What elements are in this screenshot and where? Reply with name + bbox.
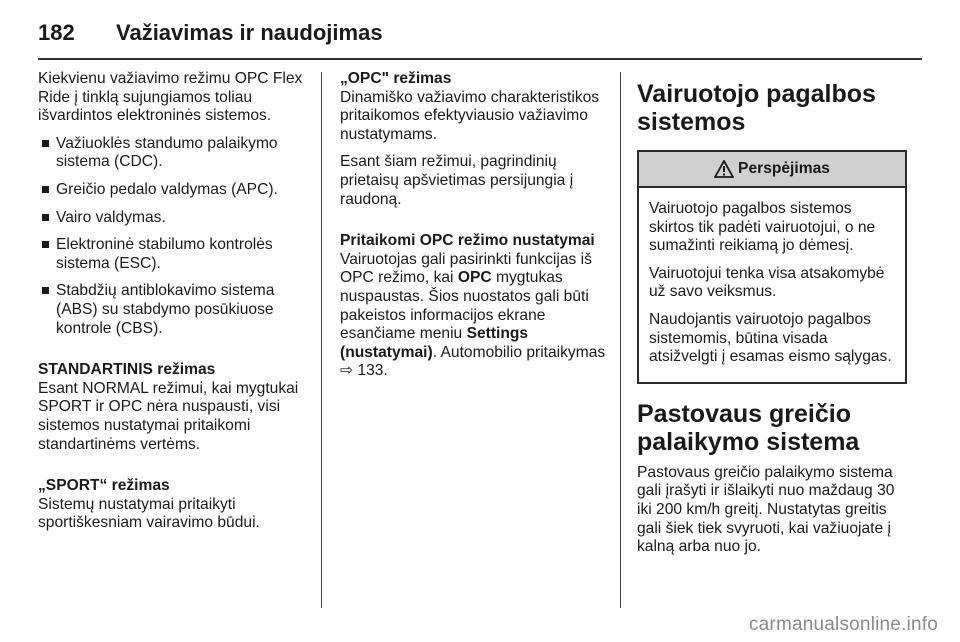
list-item: Stabdžių antiblokavimo sistema (ABS) su stabdymo posūkiuose kontrole (CBS). — [38, 282, 310, 338]
list-item: Važiuoklės standumo palaikymo sistema (CDC). — [38, 135, 310, 172]
opc-settings-heading: Pritaikomi OPC režimo nustatymai — [340, 232, 595, 250]
warning-box — [637, 150, 907, 384]
warning-triangle-icon — [714, 160, 734, 178]
opc-mode-heading: „OPC" režimas — [340, 70, 452, 87]
warning-body — [639, 188, 905, 382]
warning-paragraph: Vairuotojui tenka visa atsakomybė už savo veiksmus. — [649, 264, 885, 301]
settings-menu-ref: Settings (nustatymai) — [340, 325, 529, 361]
bullet-icon — [42, 287, 49, 294]
list-item: Vairo valdymas. — [38, 209, 310, 228]
standard-mode-text: Esant NORMAL režimui, kai mygtukai SPORT ir OPC nėra nuspausti, visi sistemos nustatymai pritaikomi standartinėms vertėms. — [38, 379, 299, 453]
page-number: 182 — [38, 20, 75, 45]
column-divider-1 — [321, 72, 322, 608]
warning-header — [639, 152, 905, 188]
watermark: carmanualsonline.info — [748, 614, 938, 635]
sport-mode-heading: „SPORT“ režimas — [38, 477, 170, 495]
systems-list — [38, 135, 310, 338]
opc-settings-text: Vairuotojas gali pasirinkti funkcijas iš OPC režimo, kai OPC mygtukas nuspaustas. Šios nuostatos gali būti pakeistos informacijos ekrane esančiame meniu Settings (nustatymai). Automobilio pritaikymas ⇨ 133. — [340, 250, 606, 380]
cruise-control-text: Pastovaus greičio palaikymo sistema gali įrašyti ir išlaikyti nuo maždaug 30 iki 200 km/h greitį. Nustatytas greitis gali šiek tiek svyruoti, kai važiuojate į kalną arba nuo jo. — [637, 463, 895, 556]
bullet-icon — [42, 186, 49, 193]
header-divider — [38, 58, 922, 60]
bullet-icon — [42, 140, 49, 147]
page-title: Važiavimas ir naudojimas — [116, 20, 383, 45]
driver-assistance-heading: Vairuotojo pagalbos sistemos — [637, 80, 876, 136]
page-header — [38, 16, 383, 50]
standard-mode-heading: STANDARTINIS režimas — [38, 361, 216, 379]
column-3 — [637, 70, 907, 566]
column-divider-2 — [620, 72, 621, 608]
opc-mode-text-2: Esant šiam režimui, pagrindinių prietaisų apšvietimas persijungia į raudoną. — [340, 153, 574, 208]
page-reference[interactable]: 133. — [353, 362, 388, 380]
sport-mode-text: Sistemų nustatymai pritaikyti sportiškesniam vairavimo būdui. — [38, 495, 260, 532]
list-item: Greičio pedalo valdymas (APC). — [38, 181, 310, 200]
bullet-icon — [42, 241, 49, 248]
warning-paragraph: Naudojantis vairuotojo pagalbos sistemomis, būtina visada atsižvelgti į esamas eismo sąlygas. — [649, 310, 892, 366]
bullet-icon — [42, 214, 49, 221]
intro-paragraph: Kiekvienu važiavimo režimu OPC Flex Ride į tinklą sujungiamos toliau išvardintos elektroninės sistemos. — [38, 70, 303, 125]
warning-title: Perspėjimas — [738, 159, 830, 177]
opc-mode-text: Dinamiško važiavimo charakteristikos pritaikomos efektyviausio važiavimo nustatymams. — [340, 88, 600, 143]
warning-paragraph: Vairuotojo pagalbos sistemos skirtos tik padėti vairuotojui, o ne sumažinti reikiamą jo dėmesį. — [649, 200, 876, 255]
column-2 — [340, 70, 612, 390]
list-item: Elektroninė stabilumo kontrolės sistema (ESC). — [38, 236, 310, 273]
column-1 — [38, 70, 310, 542]
page-ref-arrow-icon: ⇨ — [340, 362, 354, 380]
opc-button-ref: OPC — [457, 269, 492, 287]
cruise-control-heading: Pastovaus greičio palaikymo sistema — [637, 399, 860, 456]
